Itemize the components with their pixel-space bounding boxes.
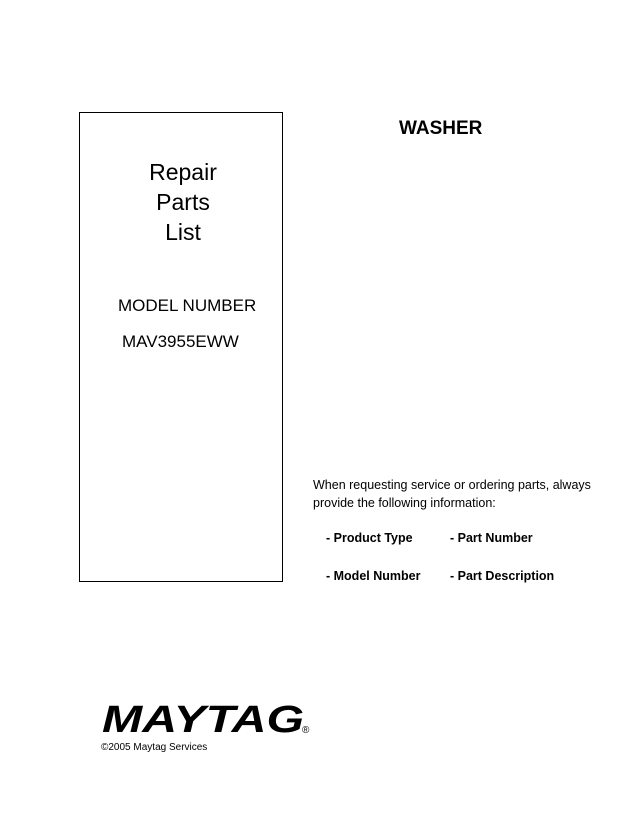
- info-item-part-description: - Part Description: [450, 569, 555, 583]
- maytag-logo: [100, 700, 308, 736]
- title-line: Parts: [156, 189, 210, 215]
- title-line: List: [165, 219, 201, 245]
- info-item-product-type: - Product Type: [326, 531, 413, 545]
- maytag-logo-mark: [100, 700, 308, 736]
- info-item-model-number: - Model Number: [326, 569, 421, 583]
- maytag-logo-text: MAYTAG: [102, 700, 304, 736]
- cover-box: [79, 112, 283, 582]
- registered-mark: ®: [302, 725, 310, 736]
- model-number-label: MODEL NUMBER: [118, 296, 257, 315]
- product-title: WASHER: [399, 118, 483, 139]
- title-line: Repair: [149, 159, 217, 185]
- info-item-part-number: - Part Number: [450, 531, 533, 545]
- model-number-value: MAV3955EWW: [122, 332, 239, 351]
- copyright-notice: ©2005 Maytag Services: [101, 742, 208, 753]
- service-info-text: When requesting service or ordering parts, always provide the following information:: [313, 478, 591, 510]
- repair-parts-list-title: [80, 157, 282, 247]
